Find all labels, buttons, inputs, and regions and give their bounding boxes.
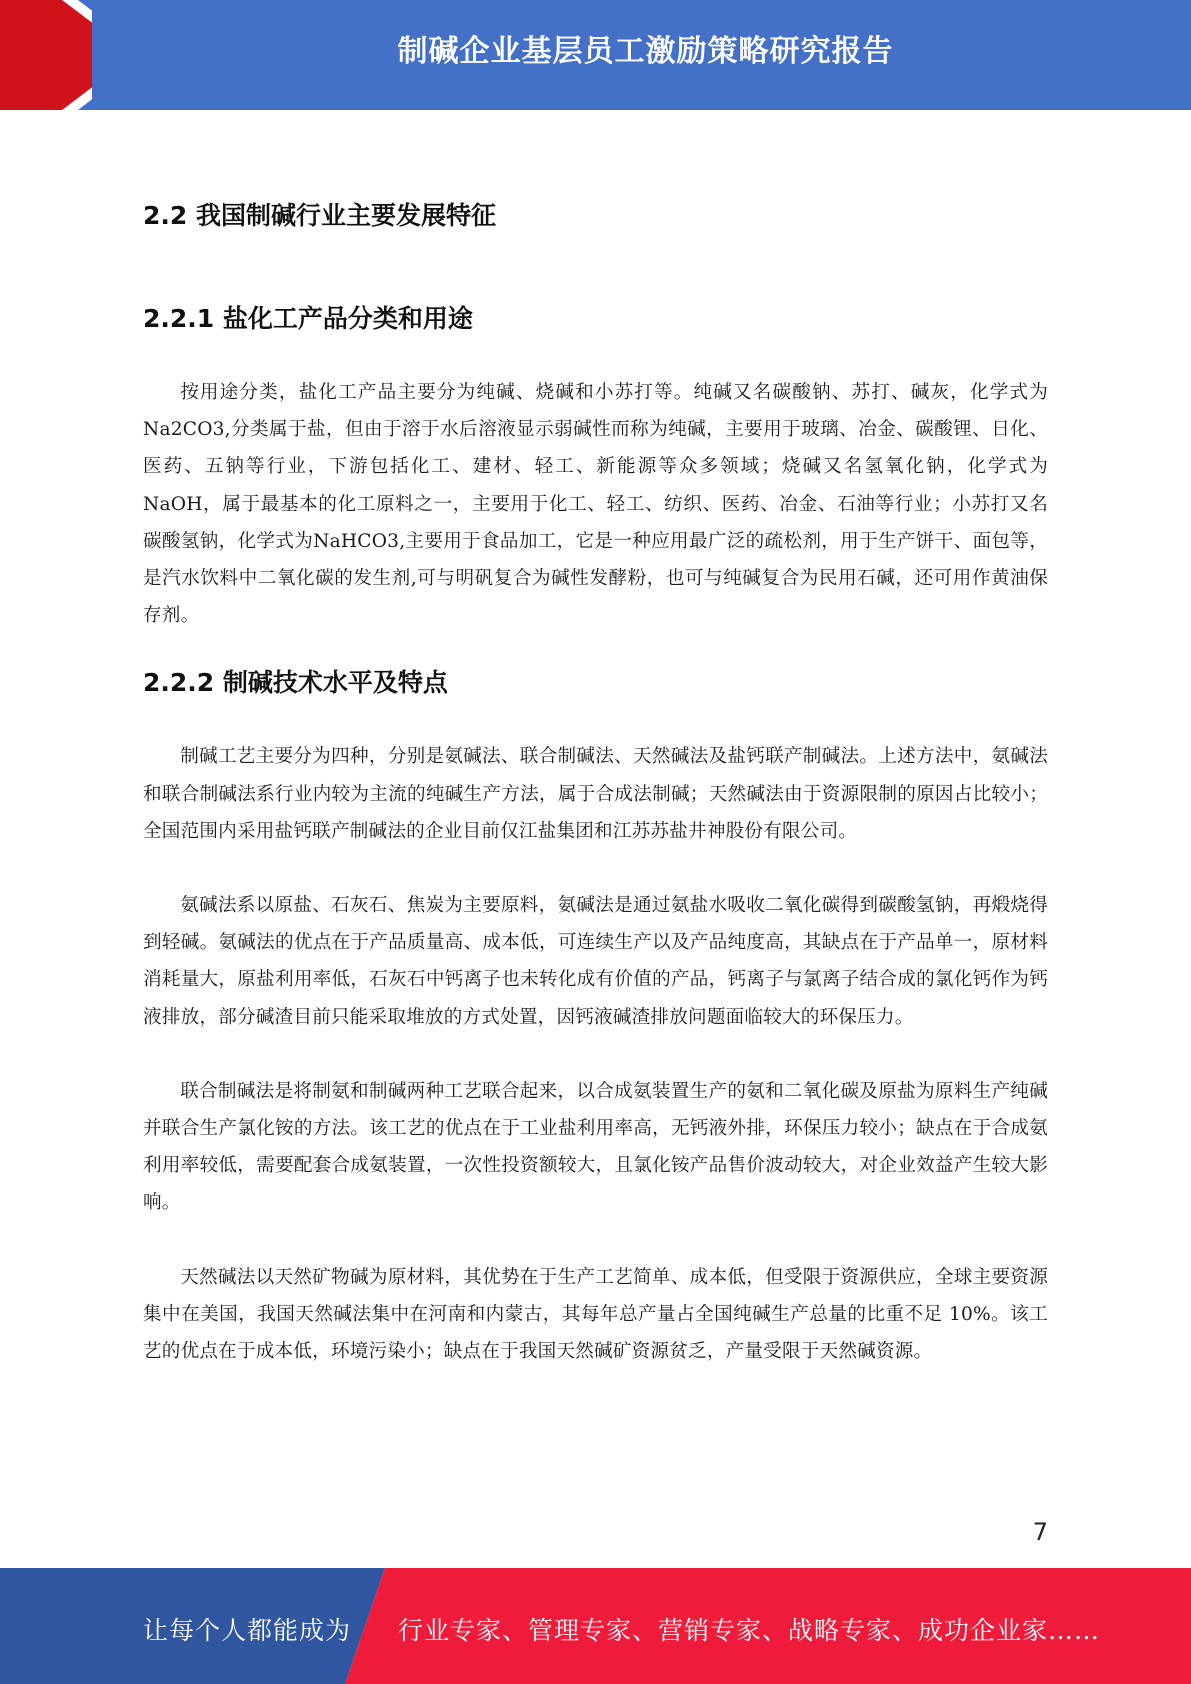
paragraph: 制碱工艺主要分为四种，分别是氨碱法、联合制碱法、天然碱法及盐钙联产制碱法。上述方法中，氨碱法和联合制碱法系行业内较为主流的纯碱生产方法，属于合成法制碱；天然碱法由于资源限制的原因占比较小；全国范围内采用盐钙联产制碱法的企业目前仅江盐集团和江苏苏盐井神股份有限公司。 [143,746,1048,842]
paragraph: 按用途分类，盐化工产品主要分为纯碱、烧碱和小苏打等。纯碱又名碳酸钠、苏打、碱灰，化学式为Na2CO3,分类属于盐，但由于溶于水后溶液显示弱碱性而称为纯碱，主要用于玻璃、冶金、碳酸锂、日化、医药、五钠等行业，下游包括化工、建材、轻工、新能源等众多领域；烧碱又名氢氧化钠，化学式为NaOH，属于最基本的化工原料之一，主要用于化工、轻工、纺织、医药、冶金、石油等行业；小苏打又名碳酸氢钠，化学式为NaHCO3,主要用于食品加工，它是一种应用最广泛的疏松剂，用于生产饼干、面包等，是汽水饮料中二氧化碳的发生剂,可与明矾复合为碱性发酵粉，也可与纯碱复合为民用石碱，还可用作黄油保存剂。 [143,382,1048,627]
paragraph: 氨碱法系以原盐、石灰石、焦炭为主要原料，氨碱法是通过氨盐水吸收二氧化碳得到碳酸氢钠，再煅烧得到轻碱。氨碱法的优点在于产品质量高、成本低，可连续生产以及产品纯度高，其缺点在于产品单一，原材料消耗量大，原盐利用率低，石灰石中钙离子也未转化成有价值的产品，钙离子与氯离子结合成的氯化钙作为钙液排放，部分碱渣目前只能采取堆放的方式处置，因钙液碱渣排放问题面临较大的环保压力。 [143,895,1048,1028]
footer-slogan-left: 让每个人都能成为 [143,1616,352,1645]
section-heading-2-2-2: 2.2.2 制碱技术水平及特点 [143,668,448,698]
report-title: 制碱企业基层员工激励策略研究报告 [397,34,894,69]
page-header [0,0,1191,110]
page-number: 7 [1032,1518,1048,1546]
page-content [143,196,1048,1370]
page-footer [0,1568,1191,1684]
paragraph: 联合制碱法是将制氨和制碱两种工艺联合起来，以合成氨装置生产的氨和二氧化碳及原盐为原料生产纯碱并联合生产氯化铵的方法。该工艺的优点在于工业盐利用率高，无钙液外排，环保压力较小；缺点在于合成氨利用率较低，需要配套合成氨装置，一次性投资额较大，且氯化铵产品售价波动较大，对企业效益产生较大影响。 [143,1080,1048,1214]
footer-slogan-right: 行业专家、管理专家、营销专家、战略专家、成功企业家…… [398,1616,1101,1645]
section-heading-2-2: 2.2 我国制碱行业主要发展特征 [143,201,496,230]
paragraph: 天然碱法以天然矿物碱为原材料，其优势在于生产工艺简单、成本低，但受限于资源供应，全球主要资源集中在美国，我国天然碱法集中在河南和内蒙古，其每年总产量占全国纯碱生产总量的比重不足 10%。该工艺的优点在于成本低，环境污染小；缺点在于我国天然碱矿资源贫乏，产量受限于天然碱资源。 [143,1266,1048,1363]
section-heading-2-2-1: 2.2.1 盐化工产品分类和用途 [143,304,473,333]
